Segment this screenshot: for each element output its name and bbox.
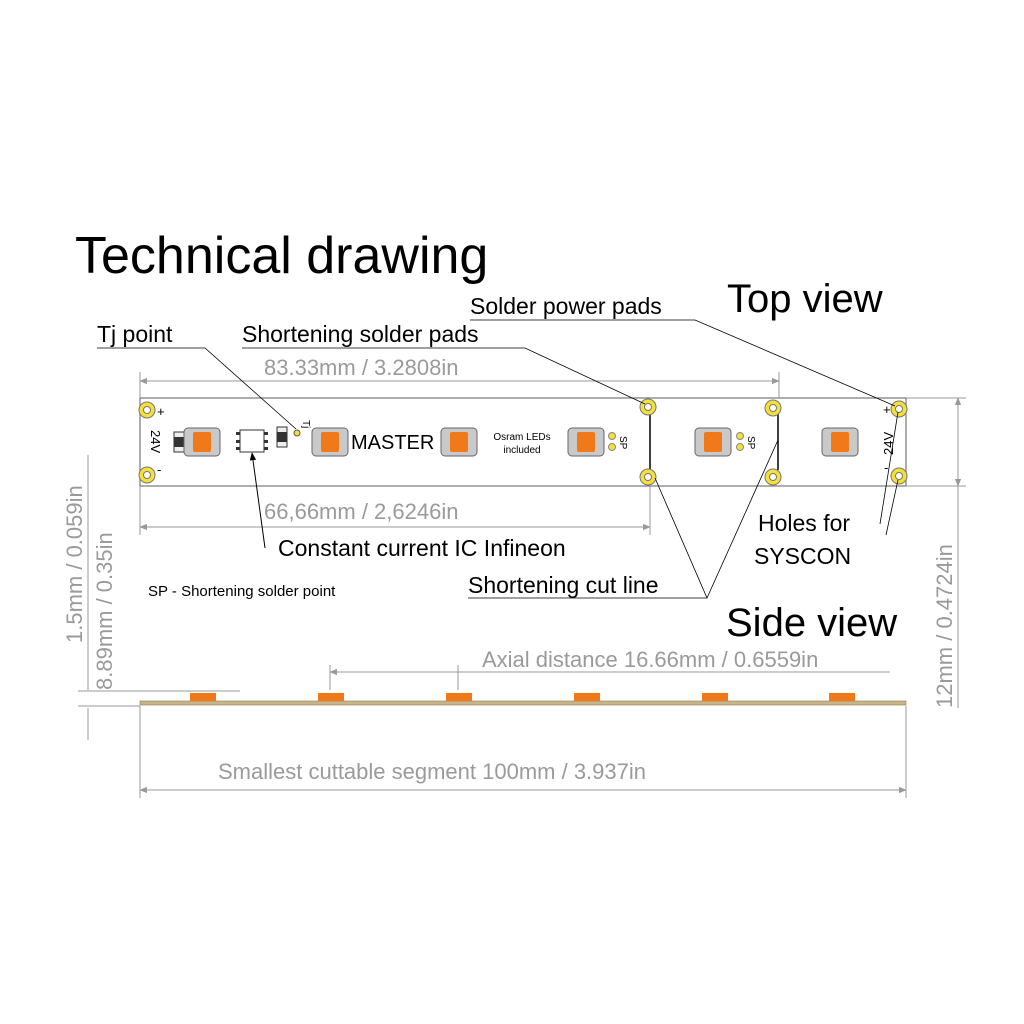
tj-label: Tj bbox=[300, 420, 311, 429]
strip-base bbox=[140, 701, 906, 705]
drawing-title: Technical drawing bbox=[75, 227, 489, 285]
voltage-label-left: 24V bbox=[148, 430, 163, 454]
voltage-label-right: 24V bbox=[881, 431, 896, 455]
dim-led-span: 83.33mm / 3.2808in bbox=[264, 355, 459, 380]
master-label: MASTER bbox=[351, 432, 435, 454]
led-chip bbox=[695, 428, 731, 456]
led-side bbox=[574, 693, 600, 701]
legend-sp: SP - Shortening solder point bbox=[148, 583, 336, 600]
solder-pad bbox=[139, 402, 155, 418]
led-side bbox=[446, 693, 472, 701]
dim-width: 12mm / 0.4724in bbox=[932, 544, 957, 708]
led-side bbox=[318, 693, 344, 701]
sp-label: SP bbox=[745, 436, 756, 450]
top-view-label: Top view bbox=[727, 277, 883, 321]
plus-label-right: + bbox=[883, 402, 891, 417]
leader-power-pads bbox=[470, 320, 895, 406]
led-chip bbox=[568, 428, 604, 456]
shortening-solder-pad bbox=[640, 399, 656, 415]
callout-tj-point: Tj point bbox=[97, 321, 173, 347]
shortening-solder-pad bbox=[765, 469, 781, 485]
strip-top-view bbox=[139, 398, 907, 486]
callout-shortening-pads: Shortening solder pads bbox=[242, 321, 479, 347]
power-solder-pad bbox=[891, 401, 907, 417]
shortening-solder-pad bbox=[765, 400, 781, 416]
led-side bbox=[702, 693, 728, 701]
callout-ic: Constant current IC Infineon bbox=[278, 535, 566, 561]
strip-side-view bbox=[140, 693, 906, 705]
led-side bbox=[829, 693, 855, 701]
ic-chip bbox=[236, 430, 268, 452]
solder-pad bbox=[139, 467, 155, 483]
callout-holes-line1: Holes for bbox=[758, 510, 851, 536]
led-side bbox=[190, 693, 216, 701]
dim-axial: Axial distance 16.66mm / 0.6559in bbox=[482, 647, 819, 672]
callout-power-pads: Solder power pads bbox=[470, 293, 662, 319]
dim-height-total: 8.89mm / 0.35in bbox=[92, 532, 117, 690]
resistor-component bbox=[277, 427, 287, 447]
sp-label: SP bbox=[617, 436, 628, 450]
resistor-component bbox=[174, 432, 184, 452]
led-chip bbox=[312, 428, 348, 456]
led-chip bbox=[184, 428, 220, 456]
dim-height-thickness: 1.5mm / 0.059in bbox=[62, 485, 87, 643]
led-chip bbox=[441, 428, 477, 456]
minus-label-left: - bbox=[157, 462, 162, 477]
dim-segment: Smallest cuttable segment 100mm / 3.937in bbox=[218, 759, 647, 784]
power-solder-pad bbox=[891, 468, 907, 484]
shortening-solder-pad bbox=[640, 469, 656, 485]
minus-label-right: - bbox=[884, 460, 889, 475]
led-chip bbox=[822, 428, 858, 456]
callout-holes-line2: SYSCON bbox=[754, 543, 852, 569]
osram-label-line1: Osram LEDs bbox=[493, 432, 551, 443]
plus-label-left: + bbox=[157, 404, 165, 419]
osram-label-line2: included bbox=[503, 445, 541, 456]
callout-cut-line: Shortening cut line bbox=[468, 572, 659, 598]
side-view-label: Side view bbox=[726, 601, 898, 645]
dim-cut-span: 66,66mm / 2,6246in bbox=[264, 499, 459, 524]
leader-holes bbox=[886, 480, 898, 535]
